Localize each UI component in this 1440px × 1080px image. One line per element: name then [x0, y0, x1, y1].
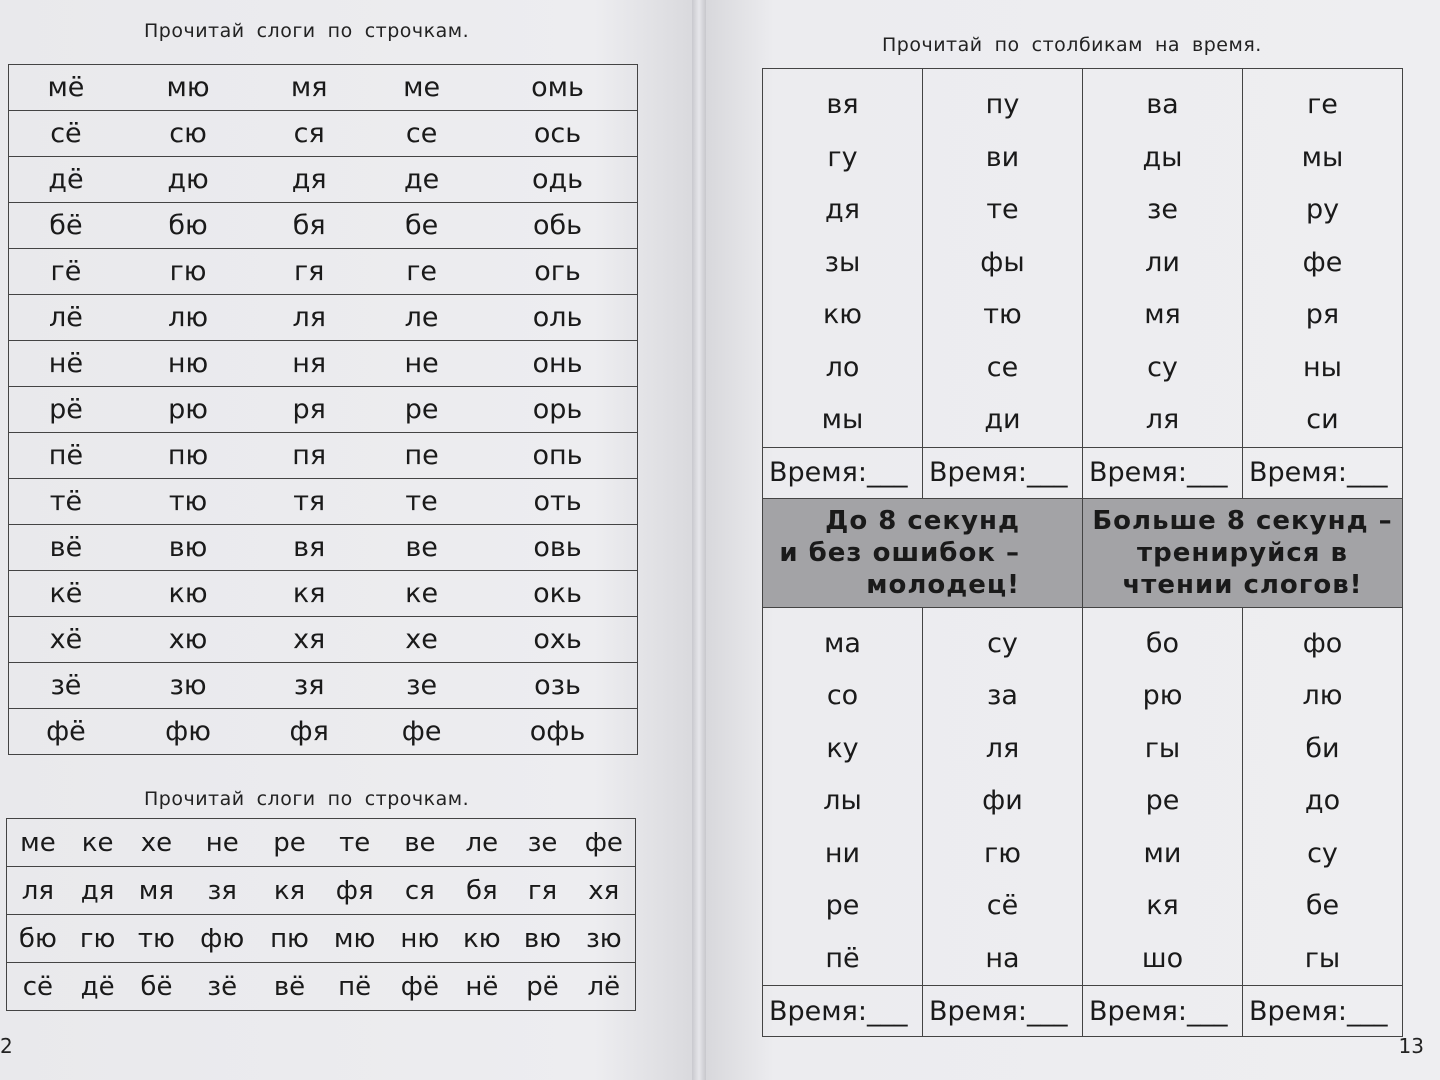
syllable-item: бе	[1305, 890, 1340, 921]
syllable-cell: кя	[258, 867, 321, 915]
syllable-cell: бя	[253, 203, 365, 249]
syllable-item: ды	[1142, 141, 1183, 173]
syllable-item: ля	[1145, 404, 1180, 435]
syllable-cell: дя	[253, 157, 365, 203]
syllable-cell: тю	[123, 479, 253, 525]
syllable-cell: сю	[123, 111, 253, 157]
syllable-cell: гя	[253, 249, 365, 295]
syllable-cell: хё	[9, 617, 123, 663]
syllable-item: ди	[984, 404, 1021, 435]
syllable-item: фы	[980, 246, 1025, 278]
syllable-item: вя	[826, 89, 859, 120]
syllable-row	[9, 295, 638, 341]
syllable-cell: ся	[253, 111, 365, 157]
syllable-row	[9, 479, 638, 525]
right-page	[700, 0, 1440, 1080]
syllable-cell: кя	[253, 571, 365, 617]
syllable-item: гю	[984, 837, 1021, 869]
syllable-item: ру	[1305, 194, 1340, 225]
syllable-item: мя	[1144, 299, 1181, 330]
syllable-cell: кё	[9, 571, 123, 617]
syllable-cell: пё	[9, 433, 123, 479]
syllable-cell: фя	[253, 709, 365, 755]
syllable-item: ре	[825, 890, 860, 921]
syllable-item: зы	[824, 246, 861, 278]
book-gutter	[692, 0, 706, 1080]
syllable-cell: дё	[9, 157, 123, 203]
syllable-row	[7, 963, 636, 1011]
syllable-row	[9, 525, 638, 571]
syllable-cell: пю	[258, 915, 321, 963]
syllable-item: кю	[822, 299, 863, 330]
timed-columns-table	[762, 68, 1403, 1037]
syllable-cell: оть	[478, 479, 637, 525]
syllable-item: кя	[1146, 890, 1179, 921]
syllable-cell: ось	[478, 111, 637, 157]
syllable-item: ва	[1146, 89, 1179, 120]
syllable-cell: не	[186, 819, 258, 867]
syllable-row	[7, 819, 636, 867]
syllable-cell: пю	[123, 433, 253, 479]
time-field[interactable]: Время:___	[763, 986, 923, 1037]
syllable-rows-table-2	[6, 818, 636, 1011]
syllable-rows-table	[8, 64, 638, 755]
syllable-row	[7, 915, 636, 963]
syllable-cell: ря	[253, 387, 365, 433]
time-field[interactable]: Время:___	[1243, 986, 1403, 1037]
syllable-cell: мю	[123, 65, 253, 111]
syllable-item: лы	[823, 785, 862, 816]
time-field[interactable]: Время:___	[1083, 447, 1243, 498]
syllable-row	[9, 111, 638, 157]
time-field[interactable]: Время:___	[763, 447, 923, 498]
syllable-cell: дё	[69, 963, 127, 1011]
syllable-cell: вё	[258, 963, 321, 1011]
syllable-cell: ню	[123, 341, 253, 387]
syllable-cell: зё	[186, 963, 258, 1011]
syllable-cell: ве	[388, 819, 451, 867]
syllable-cell: тю	[126, 915, 186, 963]
time-field[interactable]: Время:___	[923, 986, 1083, 1037]
syllable-item: би	[1305, 732, 1340, 764]
syllable-cell: ню	[388, 915, 451, 963]
syllable-cell: зя	[186, 867, 258, 915]
syllable-cell: зя	[253, 663, 365, 709]
instruction-top: Прочитай слоги по строчкам.	[144, 20, 470, 42]
syllable-row	[9, 341, 638, 387]
column-cell	[923, 607, 1083, 986]
syllable-row	[9, 571, 638, 617]
column-cell	[1243, 607, 1403, 986]
syllable-cell: кю	[451, 915, 512, 963]
left-page	[0, 0, 700, 1080]
page-number-right: 13	[1398, 1034, 1424, 1058]
syllable-item: гу	[827, 141, 858, 173]
syllable-cell: бю	[123, 203, 253, 249]
syllable-item: гы	[1304, 942, 1341, 974]
syllable-cell: ме	[7, 819, 69, 867]
syllable-cell: те	[321, 819, 388, 867]
syllable-cell: не	[365, 341, 478, 387]
bottom-columns-row	[763, 607, 1403, 986]
syllable-cell: ле	[451, 819, 512, 867]
syllable-item: мы	[1301, 141, 1344, 173]
syllable-cell: се	[365, 111, 478, 157]
syllable-cell: вя	[253, 525, 365, 571]
syllable-cell: гю	[69, 915, 127, 963]
banner-train: Больше 8 секунд – тренируйся в чтении слогов!	[1083, 498, 1403, 607]
syllable-item: ре	[1145, 785, 1180, 816]
syllable-cell: ся	[388, 867, 451, 915]
syllable-item: дя	[825, 194, 860, 225]
syllable-item: шо	[1141, 942, 1184, 974]
syllable-item: бо	[1145, 627, 1180, 659]
syllable-item: си	[1306, 404, 1339, 435]
syllable-item: ми	[1143, 837, 1182, 869]
syllable-cell: мё	[9, 65, 123, 111]
syllable-cell: хе	[126, 819, 186, 867]
column-cell	[1083, 607, 1243, 986]
syllable-cell: овь	[478, 525, 637, 571]
syllable-row	[9, 249, 638, 295]
syllable-cell: мя	[126, 867, 186, 915]
syllable-cell: вю	[123, 525, 253, 571]
syllable-cell: фя	[321, 867, 388, 915]
syllable-item: се	[986, 351, 1019, 383]
syllable-item: зе	[1147, 194, 1178, 225]
syllable-cell: ме	[365, 65, 478, 111]
column-cell	[1083, 69, 1243, 448]
instruction-bottom: Прочитай слоги по строчкам.	[144, 788, 470, 810]
column-cell	[1243, 69, 1403, 448]
syllable-cell: бе	[365, 203, 478, 249]
syllable-item: су	[987, 627, 1018, 659]
syllable-item: ло	[825, 351, 860, 383]
syllable-cell: фе	[365, 709, 478, 755]
syllable-cell: бя	[451, 867, 512, 915]
syllable-item: су	[1307, 837, 1338, 869]
syllable-cell: зю	[573, 915, 636, 963]
syllable-cell: рё	[512, 963, 572, 1011]
syllable-item: мы	[821, 404, 864, 435]
syllable-cell: тё	[9, 479, 123, 525]
syllable-cell: зе	[365, 663, 478, 709]
syllable-item: сё	[986, 890, 1019, 921]
syllable-item: лю	[1302, 680, 1343, 711]
page-number-left: 2	[0, 1034, 13, 1058]
syllable-item: су	[1147, 351, 1178, 383]
syllable-cell: обь	[478, 203, 637, 249]
syllable-row	[9, 663, 638, 709]
syllable-row	[9, 387, 638, 433]
syllable-cell: гю	[123, 249, 253, 295]
syllable-cell: нё	[451, 963, 512, 1011]
syllable-item: ви	[985, 141, 1020, 173]
syllable-cell: озь	[478, 663, 637, 709]
column-cell	[763, 607, 923, 986]
column-cell	[763, 69, 923, 448]
syllable-cell: дя	[69, 867, 127, 915]
syllable-cell: фё	[388, 963, 451, 1011]
syllable-cell: нё	[9, 341, 123, 387]
syllable-item: рю	[1142, 680, 1183, 711]
syllable-cell: бё	[126, 963, 186, 1011]
syllable-item: фо	[1302, 627, 1343, 659]
syllable-cell: фе	[573, 819, 636, 867]
syllable-cell: лё	[9, 295, 123, 341]
syllable-cell: офь	[478, 709, 637, 755]
syllable-item: ря	[1305, 299, 1340, 330]
syllable-cell: мю	[321, 915, 388, 963]
syllable-cell: ке	[365, 571, 478, 617]
syllable-cell: окь	[478, 571, 637, 617]
syllable-cell: кю	[123, 571, 253, 617]
syllable-cell: тя	[253, 479, 365, 525]
syllable-cell: вё	[9, 525, 123, 571]
banner-good: До 8 секунд и без ошибок – молодец!	[763, 498, 1083, 607]
syllable-cell: хе	[365, 617, 478, 663]
syllable-cell: хя	[573, 867, 636, 915]
syllable-item: ге	[1307, 89, 1338, 120]
syllable-cell: ге	[365, 249, 478, 295]
syllable-cell: гё	[9, 249, 123, 295]
syllable-row	[9, 203, 638, 249]
syllable-item: до	[1304, 785, 1341, 816]
syllable-cell: лё	[573, 963, 636, 1011]
syllable-cell: те	[365, 479, 478, 525]
syllable-row	[9, 433, 638, 479]
syllable-cell: дю	[123, 157, 253, 203]
syllable-cell: ля	[253, 295, 365, 341]
top-columns-row	[763, 69, 1403, 448]
syllable-cell: лю	[123, 295, 253, 341]
syllable-cell: фю	[123, 709, 253, 755]
syllable-cell: зю	[123, 663, 253, 709]
syllable-cell: де	[365, 157, 478, 203]
syllable-item: тю	[983, 299, 1022, 330]
syllable-cell: пе	[365, 433, 478, 479]
syllable-item: те	[986, 194, 1019, 225]
result-banner	[763, 498, 1403, 607]
syllable-row	[9, 65, 638, 111]
syllable-item: ли	[1145, 246, 1180, 278]
syllable-item: на	[985, 942, 1020, 974]
syllable-cell: зе	[512, 819, 572, 867]
syllable-item: пу	[985, 89, 1020, 120]
syllable-cell: пя	[253, 433, 365, 479]
instruction-right: Прочитай по столбикам на время.	[882, 34, 1262, 56]
syllable-cell: ре	[365, 387, 478, 433]
syllable-item: ма	[824, 627, 861, 659]
syllable-cell: охь	[478, 617, 637, 663]
syllable-cell: рё	[9, 387, 123, 433]
syllable-cell: оль	[478, 295, 637, 341]
syllable-cell: ля	[7, 867, 69, 915]
syllable-cell: одь	[478, 157, 637, 203]
syllable-cell: ня	[253, 341, 365, 387]
syllable-item: гы	[1144, 732, 1181, 764]
syllable-cell: фё	[9, 709, 123, 755]
syllable-row	[7, 867, 636, 915]
syllable-cell: ве	[365, 525, 478, 571]
syllable-cell: орь	[478, 387, 637, 433]
syllable-cell: онь	[478, 341, 637, 387]
syllable-item: за	[987, 680, 1018, 711]
time-row	[763, 986, 1403, 1037]
syllable-item: со	[826, 680, 859, 711]
syllable-cell: зё	[9, 663, 123, 709]
syllable-item: ни	[824, 837, 861, 869]
syllable-cell: мя	[253, 65, 365, 111]
syllable-item: пё	[825, 942, 860, 974]
syllable-cell: хя	[253, 617, 365, 663]
syllable-cell: опь	[478, 433, 637, 479]
syllable-item: ку	[826, 732, 859, 764]
column-cell	[923, 69, 1083, 448]
syllable-cell: сё	[7, 963, 69, 1011]
syllable-cell: рю	[123, 387, 253, 433]
time-row	[763, 447, 1403, 498]
syllable-cell: гя	[512, 867, 572, 915]
time-field[interactable]: Время:___	[923, 447, 1083, 498]
syllable-cell: пё	[321, 963, 388, 1011]
syllable-cell: сё	[9, 111, 123, 157]
syllable-row	[9, 617, 638, 663]
syllable-row	[9, 709, 638, 755]
syllable-item: фе	[1302, 246, 1343, 278]
syllable-cell: бё	[9, 203, 123, 249]
syllable-cell: бю	[7, 915, 69, 963]
syllable-cell: ке	[69, 819, 127, 867]
time-field[interactable]: Время:___	[1083, 986, 1243, 1037]
syllable-cell: ле	[365, 295, 478, 341]
syllable-item: фи	[982, 785, 1023, 816]
syllable-row	[9, 157, 638, 203]
syllable-cell: омь	[478, 65, 637, 111]
syllable-cell: ре	[258, 819, 321, 867]
syllable-cell: фю	[186, 915, 258, 963]
syllable-cell: огь	[478, 249, 637, 295]
syllable-cell: хю	[123, 617, 253, 663]
syllable-cell: вю	[512, 915, 572, 963]
syllable-item: ля	[985, 732, 1020, 764]
syllable-item: ны	[1303, 351, 1342, 383]
time-field[interactable]: Время:___	[1243, 447, 1403, 498]
